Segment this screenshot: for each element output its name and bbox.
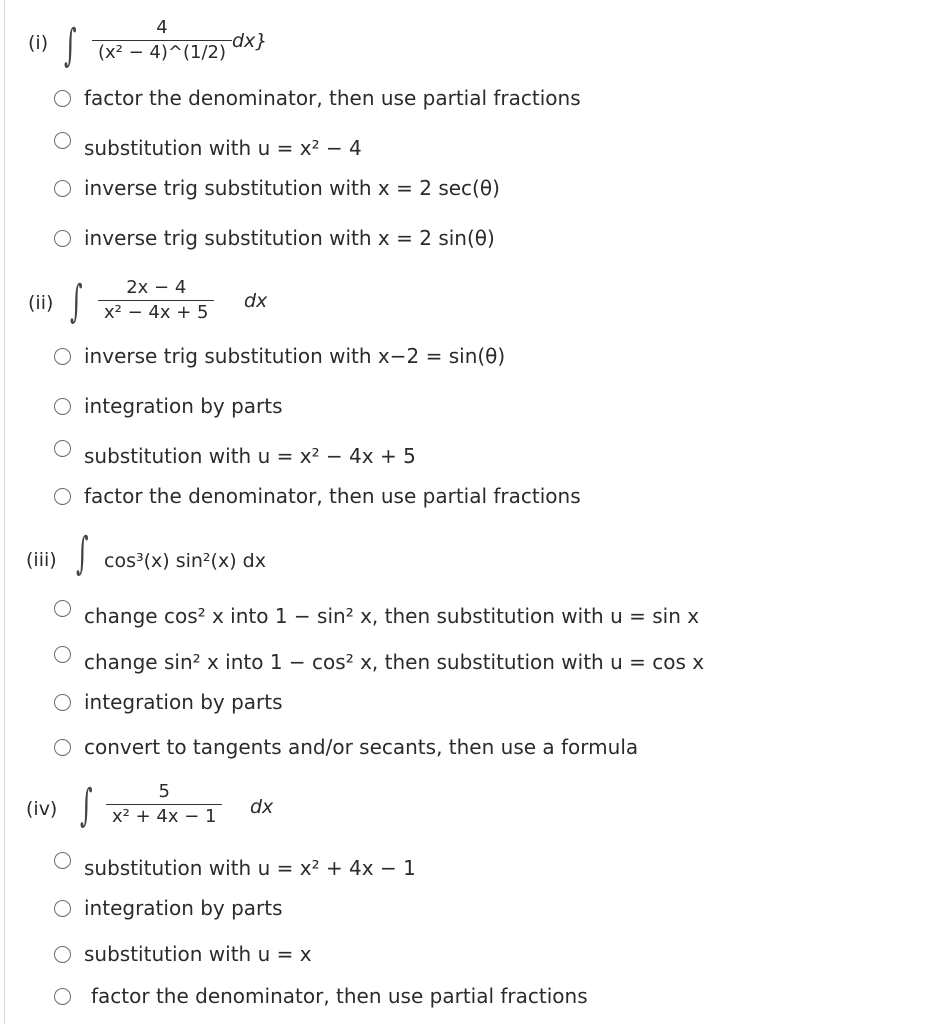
numerator: 4: [156, 17, 168, 38]
radio-button[interactable]: [54, 946, 71, 963]
answer-option[interactable]: [54, 344, 505, 368]
differential: dx}: [232, 30, 268, 52]
answer-option[interactable]: [54, 650, 704, 674]
option-label: inverse trig substitution with x = 2 sin(θ): [84, 226, 495, 250]
answer-option[interactable]: [54, 896, 283, 920]
answer-option[interactable]: [54, 942, 312, 966]
answer-option[interactable]: [54, 690, 283, 714]
option-label: inverse trig substitution with x−2 = sin(θ): [84, 344, 506, 368]
differential: dx: [250, 796, 274, 818]
denominator: (x² − 4)^(1/2): [92, 40, 232, 63]
option-label: substitution with u = x² − 4: [84, 136, 362, 160]
option-label: substitution with u = x² − 4x + 5: [84, 444, 416, 468]
denominator: x² + 4x − 1: [106, 804, 222, 827]
numerator: 2x − 4: [126, 277, 187, 298]
option-label: inverse trig substitution with x = 2 sec(θ): [84, 176, 500, 200]
radio-button[interactable]: [54, 180, 71, 197]
option-label: factor the denominator, then use partial fractions: [84, 86, 581, 110]
radio-button[interactable]: [54, 600, 71, 617]
answer-option[interactable]: [54, 856, 416, 880]
answer-option[interactable]: [54, 86, 581, 110]
integrand-fraction: [92, 18, 232, 63]
option-label: substitution with u = x: [84, 942, 312, 966]
question-label: (iii): [26, 549, 57, 571]
radio-button[interactable]: [54, 398, 71, 415]
answer-option[interactable]: [54, 444, 416, 468]
radio-button[interactable]: [54, 230, 71, 247]
radio-button[interactable]: [54, 739, 71, 756]
option-label: change cos² x into 1 − sin² x, then substitution with u = sin x: [84, 604, 700, 628]
answer-option[interactable]: [54, 604, 699, 628]
integral-sign-icon: ∫: [80, 780, 93, 831]
numerator: 5: [158, 781, 170, 802]
differential: dx: [244, 290, 268, 312]
option-label: integration by parts: [84, 690, 283, 714]
radio-button[interactable]: [54, 900, 71, 917]
option-label: integration by parts: [84, 896, 283, 920]
answer-option[interactable]: [54, 226, 495, 250]
radio-button[interactable]: [54, 694, 71, 711]
question-label: (ii): [28, 292, 54, 314]
option-label: integration by parts: [84, 394, 283, 418]
answer-option[interactable]: [54, 735, 638, 759]
answer-option[interactable]: [54, 394, 283, 418]
integrand-fraction: [98, 278, 214, 323]
integral-sign-icon: ∫: [76, 528, 89, 579]
radio-button[interactable]: [54, 348, 71, 365]
denominator: x² − 4x + 5: [98, 300, 214, 323]
integrand-expression: cos³(x) sin²(x) dx: [104, 550, 266, 572]
option-label: factor the denominator, then use partial fractions: [84, 484, 581, 508]
option-label: substitution with u = x² + 4x − 1: [84, 856, 416, 880]
answer-option[interactable]: [54, 136, 362, 160]
radio-button[interactable]: [54, 90, 71, 107]
radio-button[interactable]: [54, 646, 71, 663]
integral-sign-icon: ∫: [64, 20, 77, 71]
answer-option[interactable]: [54, 984, 588, 1008]
option-label: change sin² x into 1 − cos² x, then substitution with u = cos x: [84, 650, 705, 674]
left-border: [4, 0, 5, 1024]
radio-button[interactable]: [54, 488, 71, 505]
option-label: convert to tangents and/or secants, then use a formula: [84, 735, 639, 759]
integral-sign-icon: ∫: [70, 276, 83, 327]
option-label: factor the denominator, then use partial fractions: [91, 984, 588, 1008]
answer-option[interactable]: [54, 176, 500, 200]
question-label: (i): [28, 32, 49, 54]
radio-button[interactable]: [54, 440, 71, 457]
radio-button[interactable]: [54, 132, 71, 149]
radio-button[interactable]: [54, 852, 71, 869]
radio-button[interactable]: [54, 988, 71, 1005]
answer-option[interactable]: [54, 484, 581, 508]
integrand-fraction: [106, 782, 222, 827]
question-label: (iv): [26, 798, 58, 820]
